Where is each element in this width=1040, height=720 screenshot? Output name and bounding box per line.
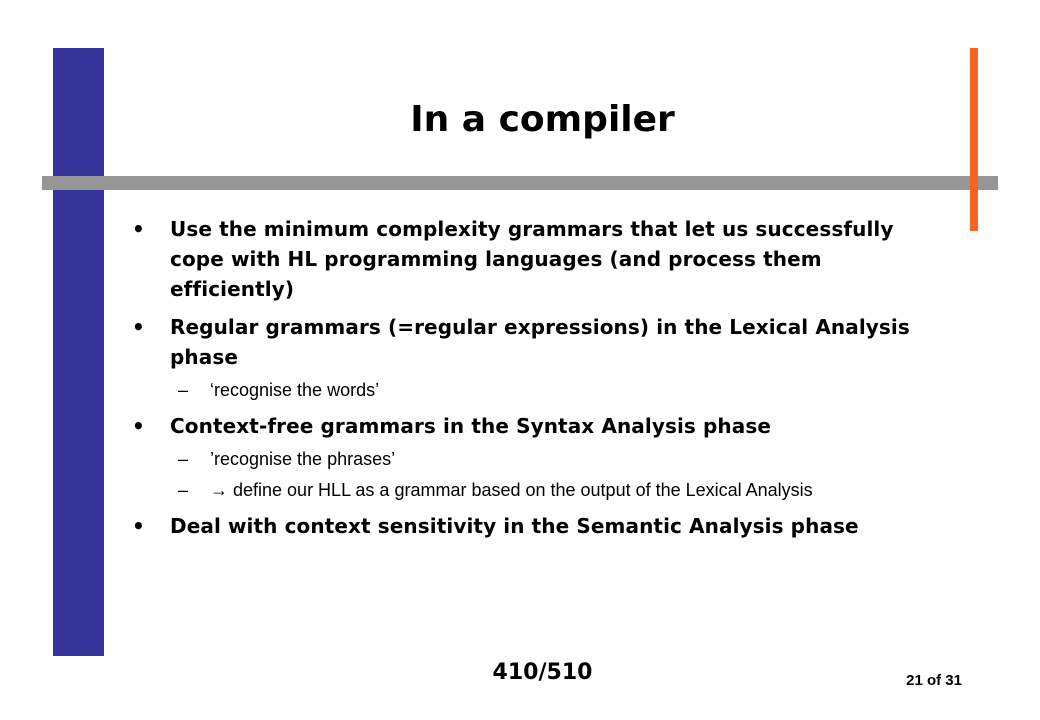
bullet-text: Deal with context sensitivity in the Semantic Analysis phase bbox=[170, 514, 859, 538]
bullet-item bbox=[130, 511, 950, 541]
sub-bullet-text: ‘recognise the words’ bbox=[210, 380, 380, 400]
bullet-dot: • bbox=[132, 514, 145, 538]
slide-title: In a compiler bbox=[410, 99, 675, 140]
page-number: 21 of 31 bbox=[906, 672, 962, 689]
sub-bullet-item bbox=[130, 447, 950, 472]
bullet-text: Regular grammars (=regular expressions) in the Lexical Analysis phase bbox=[170, 315, 910, 369]
course-code: 410/510 bbox=[492, 660, 593, 685]
bullet-dot: • bbox=[132, 315, 145, 339]
bullet-text: Use the minimum complexity grammars that let us successfully cope with HL programming languages (and process them efficiently) bbox=[170, 217, 894, 301]
sub-bullet-dash: – bbox=[178, 480, 189, 500]
sub-bullet-dash: – bbox=[178, 380, 189, 400]
sub-bullet-text: ’recognise the phrases’ bbox=[210, 449, 396, 469]
bullet-item bbox=[130, 411, 950, 441]
title-divider bbox=[42, 176, 998, 190]
sub-bullet-text: → define our HLL as a grammar based on the output of the Lexical Analysis bbox=[210, 480, 813, 500]
bullet-item bbox=[130, 312, 950, 372]
slide-content bbox=[130, 214, 950, 549]
bullet-dot: • bbox=[132, 414, 145, 438]
bullet-dot: • bbox=[132, 217, 145, 241]
bullet-item bbox=[130, 214, 950, 304]
sub-bullet-dash: – bbox=[178, 449, 189, 469]
sub-bullet-item bbox=[130, 478, 950, 503]
sub-bullet-item bbox=[130, 378, 950, 403]
bullet-text: Context-free grammars in the Syntax Analysis phase bbox=[170, 414, 772, 438]
